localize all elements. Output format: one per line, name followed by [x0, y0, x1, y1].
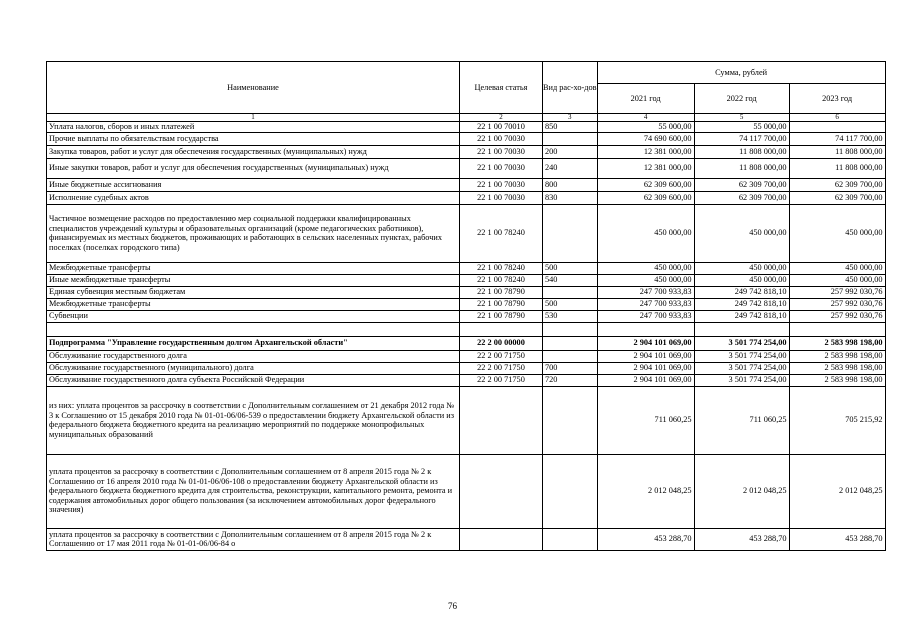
row-sum-2022: 11 808 000,00: [694, 158, 789, 178]
row-target-code: [460, 386, 543, 454]
table-row: [47, 191, 886, 204]
row-name: Закупка товаров, работ и услуг для обеспечения государственных (муниципальных) нужд: [47, 145, 460, 158]
row-target-code: 22 2 00 71750: [460, 350, 543, 362]
row-name: [47, 322, 460, 336]
row-target-code: [460, 454, 543, 528]
row-name: Подпрограмма "Управление государственным долгом Архангельской области": [47, 336, 460, 350]
row-sum-2022: 3 501 774 254,00: [694, 350, 789, 362]
table-row: [47, 386, 886, 454]
row-sum-2022: 249 742 818,10: [694, 310, 789, 322]
row-sum-2023: 2 583 998 198,00: [789, 336, 885, 350]
row-sum-2021: 2 012 048,25: [597, 454, 694, 528]
row-sum-2022: 249 742 818,10: [694, 298, 789, 310]
row-sum-2023: 453 288,70: [789, 528, 885, 550]
row-target-code: 22 1 00 78240: [460, 204, 543, 262]
row-expense-type: [543, 528, 598, 550]
row-target-code: 22 1 00 78240: [460, 274, 543, 286]
row-expense-type: [543, 286, 598, 298]
row-sum-2023: 62 309 700,00: [789, 191, 885, 204]
row-expense-type: 240: [543, 158, 598, 178]
row-sum-2023: 2 583 998 198,00: [789, 350, 885, 362]
row-sum-2023: 257 992 030,76: [789, 310, 885, 322]
row-sum-2021: 450 000,00: [597, 274, 694, 286]
row-sum-2022: 249 742 818,10: [694, 286, 789, 298]
row-expense-type: 200: [543, 145, 598, 158]
row-name: из них: уплата процентов за рассрочку в соответствии с Дополнительным соглашением от 21 декабря 2012 года № 3 к Соглашению от 15 декабря 2010 года № 01-01-06/06-539 о предоставлении бюджету Архангельской области из федерального бюджета бюджетного кредита на реализацию мероприятий по поддержке монопрофильных муниципальных образований: [47, 386, 460, 454]
row-target-code: 22 2 00 71750: [460, 374, 543, 386]
table-row: [47, 454, 886, 528]
row-sum-2021: 12 381 000,00: [597, 145, 694, 158]
row-expense-type: [543, 386, 598, 454]
table-row: [47, 298, 886, 310]
row-sum-2022: 453 288,70: [694, 528, 789, 550]
table-row: [47, 322, 886, 336]
row-sum-2023: 450 000,00: [789, 262, 885, 274]
row-sum-2023: 450 000,00: [789, 274, 885, 286]
colnum: 1: [47, 114, 460, 122]
row-sum-2021: 453 288,70: [597, 528, 694, 550]
row-target-code: 22 1 00 70030: [460, 191, 543, 204]
row-name: Обслуживание государственного долга субъекта Российской Федерации: [47, 374, 460, 386]
row-sum-2022: 711 060,25: [694, 386, 789, 454]
colnum: 5: [694, 114, 789, 122]
row-name: Уплата налогов, сборов и иных платежей: [47, 122, 460, 133]
row-name: Межбюджетные трансферты: [47, 262, 460, 274]
row-sum-2022: [694, 322, 789, 336]
row-expense-type: 530: [543, 310, 598, 322]
row-sum-2022: 55 000,00: [694, 122, 789, 133]
row-name: Прочие выплаты по обязательствам государства: [47, 132, 460, 145]
row-target-code: 22 1 00 78790: [460, 286, 543, 298]
row-sum-2023: 257 992 030,76: [789, 298, 885, 310]
table-row: [47, 374, 886, 386]
row-name: Иные закупки товаров, работ и услуг для обеспечения государственных (муниципальных) нужд: [47, 158, 460, 178]
row-target-code: 22 1 00 70030: [460, 178, 543, 191]
colnum: 2: [460, 114, 543, 122]
budget-table: [46, 61, 886, 551]
table-row: [47, 158, 886, 178]
row-expense-type: 800: [543, 178, 598, 191]
row-sum-2023: 74 117 700,00: [789, 132, 885, 145]
header-sum: Сумма, рублей: [597, 62, 885, 84]
row-name: Единая субвенция местным бюджетам: [47, 286, 460, 298]
row-name: Иные межбюджетные трансферты: [47, 274, 460, 286]
row-sum-2022: 3 501 774 254,00: [694, 374, 789, 386]
row-sum-2021: 12 381 000,00: [597, 158, 694, 178]
row-name: Межбюджетные трансферты: [47, 298, 460, 310]
row-sum-2022: 62 309 700,00: [694, 178, 789, 191]
row-name: Обслуживание государственного долга: [47, 350, 460, 362]
row-expense-type: [543, 204, 598, 262]
row-sum-2021: 2 904 101 069,00: [597, 362, 694, 374]
row-sum-2021: 2 904 101 069,00: [597, 350, 694, 362]
row-sum-2021: 711 060,25: [597, 386, 694, 454]
header-2021: 2021 год: [597, 84, 694, 114]
row-sum-2021: 62 309 600,00: [597, 191, 694, 204]
column-numbers-row: [47, 114, 886, 122]
row-sum-2023: 62 309 700,00: [789, 178, 885, 191]
row-sum-2023: 11 808 000,00: [789, 158, 885, 178]
row-sum-2022: 11 808 000,00: [694, 145, 789, 158]
row-expense-type: 700: [543, 362, 598, 374]
table-row: [47, 145, 886, 158]
row-sum-2023: 2 583 998 198,00: [789, 362, 885, 374]
row-sum-2023: 2 012 048,25: [789, 454, 885, 528]
row-name: Иные бюджетные ассигнования: [47, 178, 460, 191]
row-sum-2022: 2 012 048,25: [694, 454, 789, 528]
row-sum-2021: 247 700 933,83: [597, 310, 694, 322]
row-name: уплата процентов за рассрочку в соответствии с Дополнительным соглашением от 8 апреля 2015 года № 2 к Соглашению от 16 апреля 2010 года № 01-01-06/06-108 о предоставлении бюджету Архангельской области из федерального бюджета бюджетного кредита для строительства, реконструкции, капитального ремонта, ремонта и содержания автомобильных дорог общего пользования (за исключением автомобильных дорог федерального значения): [47, 454, 460, 528]
row-expense-type: [543, 454, 598, 528]
table-row: [47, 122, 886, 133]
row-sum-2023: [789, 322, 885, 336]
row-expense-type: [543, 350, 598, 362]
table-row: [47, 310, 886, 322]
row-sum-2023: [789, 122, 885, 133]
row-expense-type: 500: [543, 298, 598, 310]
table-row: [47, 262, 886, 274]
row-sum-2021: [597, 322, 694, 336]
table-row: [47, 132, 886, 145]
colnum: 4: [597, 114, 694, 122]
row-sum-2023: 11 808 000,00: [789, 145, 885, 158]
header-vid: Вид рас-хо-дов: [543, 62, 598, 114]
row-sum-2021: 2 904 101 069,00: [597, 336, 694, 350]
table-row: [47, 350, 886, 362]
row-sum-2023: 257 992 030,76: [789, 286, 885, 298]
row-target-code: 22 1 00 70030: [460, 158, 543, 178]
row-target-code: 22 2 00 00000: [460, 336, 543, 350]
row-target-code: [460, 322, 543, 336]
table-row: [47, 362, 886, 374]
row-target-code: 22 1 00 70030: [460, 145, 543, 158]
row-sum-2023: 705 215,92: [789, 386, 885, 454]
row-sum-2021: 62 309 600,00: [597, 178, 694, 191]
page-number: 76: [448, 601, 457, 611]
header-target: Целевая статья: [460, 62, 543, 114]
table-row: [47, 336, 886, 350]
row-name: Субвенции: [47, 310, 460, 322]
row-expense-type: 830: [543, 191, 598, 204]
row-name: Обслуживание государственного (муниципального) долга: [47, 362, 460, 374]
header-2023: 2023 год: [789, 84, 885, 114]
row-sum-2023: 2 583 998 198,00: [789, 374, 885, 386]
table-row: [47, 204, 886, 262]
header-row: [47, 62, 886, 84]
row-sum-2021: 450 000,00: [597, 204, 694, 262]
row-target-code: 22 1 00 78240: [460, 262, 543, 274]
table-row: [47, 274, 886, 286]
colnum: 6: [789, 114, 885, 122]
row-expense-type: 540: [543, 274, 598, 286]
header-name: Наименование: [47, 62, 460, 114]
row-sum-2021: 450 000,00: [597, 262, 694, 274]
row-sum-2022: 3 501 774 254,00: [694, 336, 789, 350]
row-target-code: 22 2 00 71750: [460, 362, 543, 374]
row-expense-type: 500: [543, 262, 598, 274]
row-target-code: 22 1 00 70030: [460, 132, 543, 145]
row-target-code: 22 1 00 78790: [460, 310, 543, 322]
row-expense-type: 720: [543, 374, 598, 386]
row-target-code: 22 1 00 78790: [460, 298, 543, 310]
table-row: [47, 286, 886, 298]
row-sum-2022: 62 309 700,00: [694, 191, 789, 204]
table-row: [47, 178, 886, 191]
row-expense-type: [543, 322, 598, 336]
row-sum-2022: 450 000,00: [694, 262, 789, 274]
row-expense-type: 850: [543, 122, 598, 133]
row-sum-2023: 450 000,00: [789, 204, 885, 262]
row-sum-2022: 450 000,00: [694, 204, 789, 262]
row-sum-2021: 247 700 933,83: [597, 286, 694, 298]
row-sum-2021: 74 690 600,00: [597, 132, 694, 145]
colnum: 3: [543, 114, 598, 122]
row-sum-2022: 74 117 700,00: [694, 132, 789, 145]
header-2022: 2022 год: [694, 84, 789, 114]
row-sum-2021: 247 700 933,83: [597, 298, 694, 310]
row-name: Частичное возмещение расходов по предоставлению мер социальной поддержки квалифицированных специалистов учреждений культуры и образовательных организаций (кроме педагогических работников), финансируемых из местных бюджетов, проживающих и работающих в сельских населенных пунктах, рабочих поселках (поселках городского типа): [47, 204, 460, 262]
row-target-code: [460, 528, 543, 550]
row-name: Исполнение судебных актов: [47, 191, 460, 204]
row-name: уплата процентов за рассрочку в соответствии с Дополнительным соглашением от 8 апреля 2015 года № 2 к Соглашению от 17 мая 2011 года № 01-01-06/06-84 о: [47, 528, 460, 550]
row-target-code: 22 1 00 70010: [460, 122, 543, 133]
row-sum-2022: 3 501 774 254,00: [694, 362, 789, 374]
row-sum-2021: 2 904 101 069,00: [597, 374, 694, 386]
row-sum-2021: 55 000,00: [597, 122, 694, 133]
row-sum-2022: 450 000,00: [694, 274, 789, 286]
table-row: [47, 528, 886, 550]
row-expense-type: [543, 132, 598, 145]
row-expense-type: [543, 336, 598, 350]
